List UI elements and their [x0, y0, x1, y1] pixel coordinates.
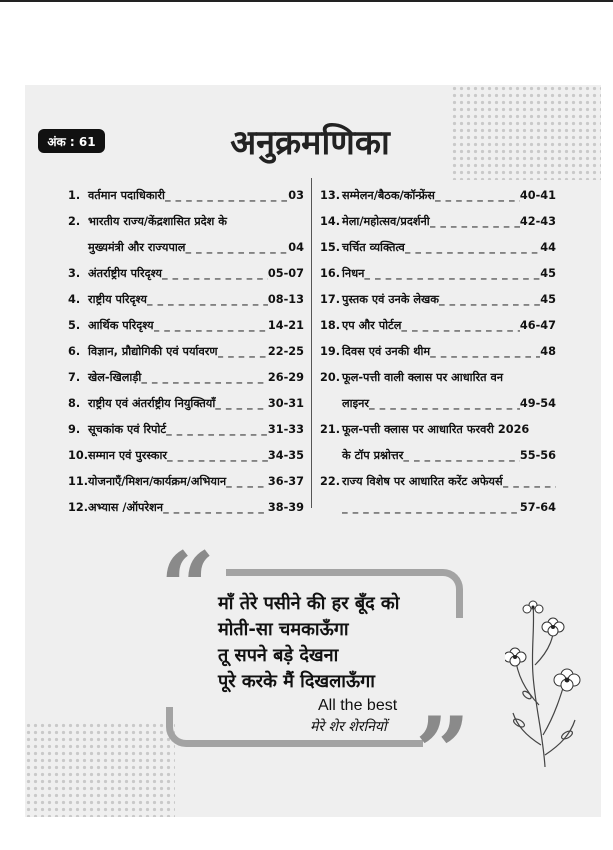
toc-label: पुस्तक एवं उनके लेखक — [342, 293, 439, 306]
issue-badge: अंक : 61 — [38, 129, 105, 153]
toc-label-continued: के टॉप प्रश्नोत्तर — [342, 449, 404, 462]
quote-poem — [218, 591, 399, 695]
toc-entry — [320, 417, 556, 443]
close-quote-mark: ” — [415, 696, 471, 809]
toc-leader — [226, 469, 268, 495]
toc-leader — [401, 313, 519, 339]
toc-number: 17. — [320, 293, 341, 306]
toc-entry-continued — [320, 495, 556, 521]
toc-leader — [165, 183, 288, 209]
toc-page-number: 48 — [540, 345, 556, 358]
toc-label: दिवस एवं उनकी थीम — [342, 345, 431, 358]
toc-label: एप और पोर्टल — [342, 319, 402, 332]
page-title: अनुक्रमणिका — [230, 123, 390, 163]
toc-entry — [320, 235, 556, 261]
toc-entry — [320, 209, 556, 235]
toc-number: 22. — [320, 475, 341, 488]
toc-page-number: 36-37 — [267, 475, 304, 488]
toc-entry — [68, 313, 304, 339]
poem-line: मोती-सा चमकाऊँगा — [218, 619, 349, 640]
toc-number: 5. — [68, 319, 81, 332]
toc-entry — [68, 443, 304, 469]
toc-number: 16. — [320, 267, 341, 280]
toc-leader — [162, 261, 268, 287]
toc-leader — [435, 183, 520, 209]
toc-entry — [68, 495, 304, 521]
toc-number: 10. — [68, 449, 89, 462]
toc-entry — [68, 183, 304, 209]
toc-page-number: 40-41 — [519, 189, 556, 202]
toc-page-number: 14-21 — [267, 319, 304, 332]
poem-line: तू सपने बड़े देखना — [218, 645, 339, 666]
toc-entry — [68, 261, 304, 287]
dot-pattern-decoration — [451, 85, 601, 180]
toc-leader — [430, 209, 520, 235]
toc-number: 8. — [68, 397, 81, 410]
toc-number: 13. — [320, 189, 341, 202]
toc-left-column — [68, 183, 304, 521]
toc-label: राष्ट्रीय परिदृश्य — [88, 293, 147, 306]
toc-page-number: 08-13 — [267, 293, 304, 306]
toc-leader — [215, 391, 268, 417]
toc-entry — [320, 183, 556, 209]
toc-leader — [503, 469, 556, 495]
toc-label: आर्थिक परिदृश्य — [88, 319, 154, 332]
toc-page-number: 55-56 — [519, 449, 556, 462]
toc-label: चर्चित व्यक्तित्व — [342, 241, 405, 254]
toc-leader — [167, 443, 268, 469]
toc-entry — [320, 469, 556, 495]
toc-leader — [405, 235, 541, 261]
toc-label-continued: मुख्यमंत्री और राज्यपाल — [88, 241, 186, 254]
toc-leader — [369, 391, 520, 417]
all-the-best-text: All the best — [318, 697, 398, 714]
toc-leader — [342, 495, 520, 521]
toc-number: 2. — [68, 215, 81, 228]
toc-label: अभ्यास /ऑपरेशन — [88, 501, 164, 514]
toc-entry-continued — [320, 443, 556, 469]
toc-page-number: 38-39 — [267, 501, 304, 514]
poem-line: पूरे करके मैं दिखलाऊँगा — [218, 671, 375, 692]
toc-leader — [163, 495, 268, 521]
toc-number: 11. — [68, 475, 89, 488]
toc-number: 9. — [68, 423, 81, 436]
toc-label: फूल-पत्ती क्लास पर आधारित फरवरी 2026 — [342, 423, 530, 436]
toc-page-number: 45 — [540, 293, 556, 306]
toc-label: खेल-खिलाड़ी — [88, 371, 142, 384]
toc-label: निधन — [342, 267, 365, 280]
toc-page-number: 31-33 — [267, 423, 304, 436]
toc-number: 21. — [320, 423, 341, 436]
toc-label: वर्तमान पदाधिकारी — [88, 189, 165, 202]
toc-number: 3. — [68, 267, 81, 280]
toc-label: सम्मेलन/बैठक/कॉन्फ्रेंस — [342, 189, 435, 202]
toc-number: 14. — [320, 215, 341, 228]
toc-page-number: 22-25 — [267, 345, 304, 358]
toc-page-number: 26-29 — [267, 371, 304, 384]
toc-number: 12. — [68, 501, 89, 514]
toc-page-number: 05-07 — [267, 267, 304, 280]
toc-number: 15. — [320, 241, 341, 254]
toc-leader — [141, 365, 268, 391]
toc-leader — [218, 339, 268, 365]
toc-leader — [364, 261, 540, 287]
top-border-line — [0, 0, 613, 2]
toc-entry — [68, 365, 304, 391]
toc-label: योजनाएँ/मिशन/कार्यक्रम/अभियान — [88, 475, 227, 488]
toc-entry — [68, 209, 304, 235]
toc-page-number: 30-31 — [267, 397, 304, 410]
toc-label: भारतीय राज्य/केंद्रशासित प्रदेश के — [88, 215, 227, 228]
toc-label: मेला/महोत्सव/प्रदर्शनी — [342, 215, 430, 228]
toc-entry — [320, 287, 556, 313]
toc-number: 20. — [320, 371, 341, 384]
toc-entry — [68, 469, 304, 495]
toc-page-number: 57-64 — [519, 501, 556, 514]
poem-line: माँ तेरे पसीने की हर बूँद को — [218, 593, 400, 614]
toc-leader — [147, 287, 268, 313]
toc-page-number: 49-54 — [519, 397, 556, 410]
toc-number: 6. — [68, 345, 81, 358]
toc-page-number: 04 — [288, 241, 304, 254]
toc-label: अंतर्राष्ट्रीय परिदृश्य — [88, 267, 162, 280]
toc-entry — [68, 287, 304, 313]
toc-number: 19. — [320, 345, 341, 358]
toc-page-number: 42-43 — [519, 215, 556, 228]
toc-entry — [68, 339, 304, 365]
toc-entry — [68, 417, 304, 443]
toc-right-column — [320, 183, 556, 521]
toc-label: विज्ञान, प्रौद्योगिकी एवं पर्यावरण — [88, 345, 218, 358]
toc-page-number: 46-47 — [519, 319, 556, 332]
toc-number: 7. — [68, 371, 81, 384]
toc-label: सूचकांक एवं रिपोर्ट — [88, 423, 167, 436]
open-quote-mark: “ — [160, 531, 216, 644]
toc-leader — [439, 287, 540, 313]
toc-entry-continued — [68, 235, 304, 261]
toc-entry — [320, 313, 556, 339]
toc-label: राज्य विशेष पर आधारित करेंट अफेयर्स — [342, 475, 503, 488]
toc-label: फूल-पत्ती वाली क्लास पर आधारित वन — [342, 371, 504, 384]
toc-number: 18. — [320, 319, 341, 332]
toc-leader — [185, 235, 288, 261]
toc-leader — [154, 313, 268, 339]
toc-number: 4. — [68, 293, 81, 306]
toc-leader — [403, 443, 520, 469]
toc-leader — [166, 417, 268, 443]
toc-page-number: 45 — [540, 267, 556, 280]
toc-entry — [320, 365, 556, 391]
flower-illustration-icon — [505, 595, 590, 770]
toc-label: राष्ट्रीय एवं अंतर्राष्ट्रीय नियुक्तियाँ — [88, 397, 216, 410]
sign-off-text: मेरे शेर शेरनियों — [310, 719, 387, 735]
toc-entry-continued — [320, 391, 556, 417]
toc-label: सम्मान एवं पुरस्कार — [88, 449, 168, 462]
column-divider — [311, 178, 312, 508]
toc-label-continued: लाइनर — [342, 397, 370, 410]
toc-leader — [430, 339, 540, 365]
dot-pattern-decoration — [25, 722, 175, 817]
toc-page-number: 34-35 — [267, 449, 304, 462]
toc-entry — [68, 391, 304, 417]
toc-page-number: 03 — [288, 189, 304, 202]
toc-number: 1. — [68, 189, 81, 202]
toc-page-number: 44 — [540, 241, 556, 254]
toc-entry — [320, 339, 556, 365]
toc-entry — [320, 261, 556, 287]
